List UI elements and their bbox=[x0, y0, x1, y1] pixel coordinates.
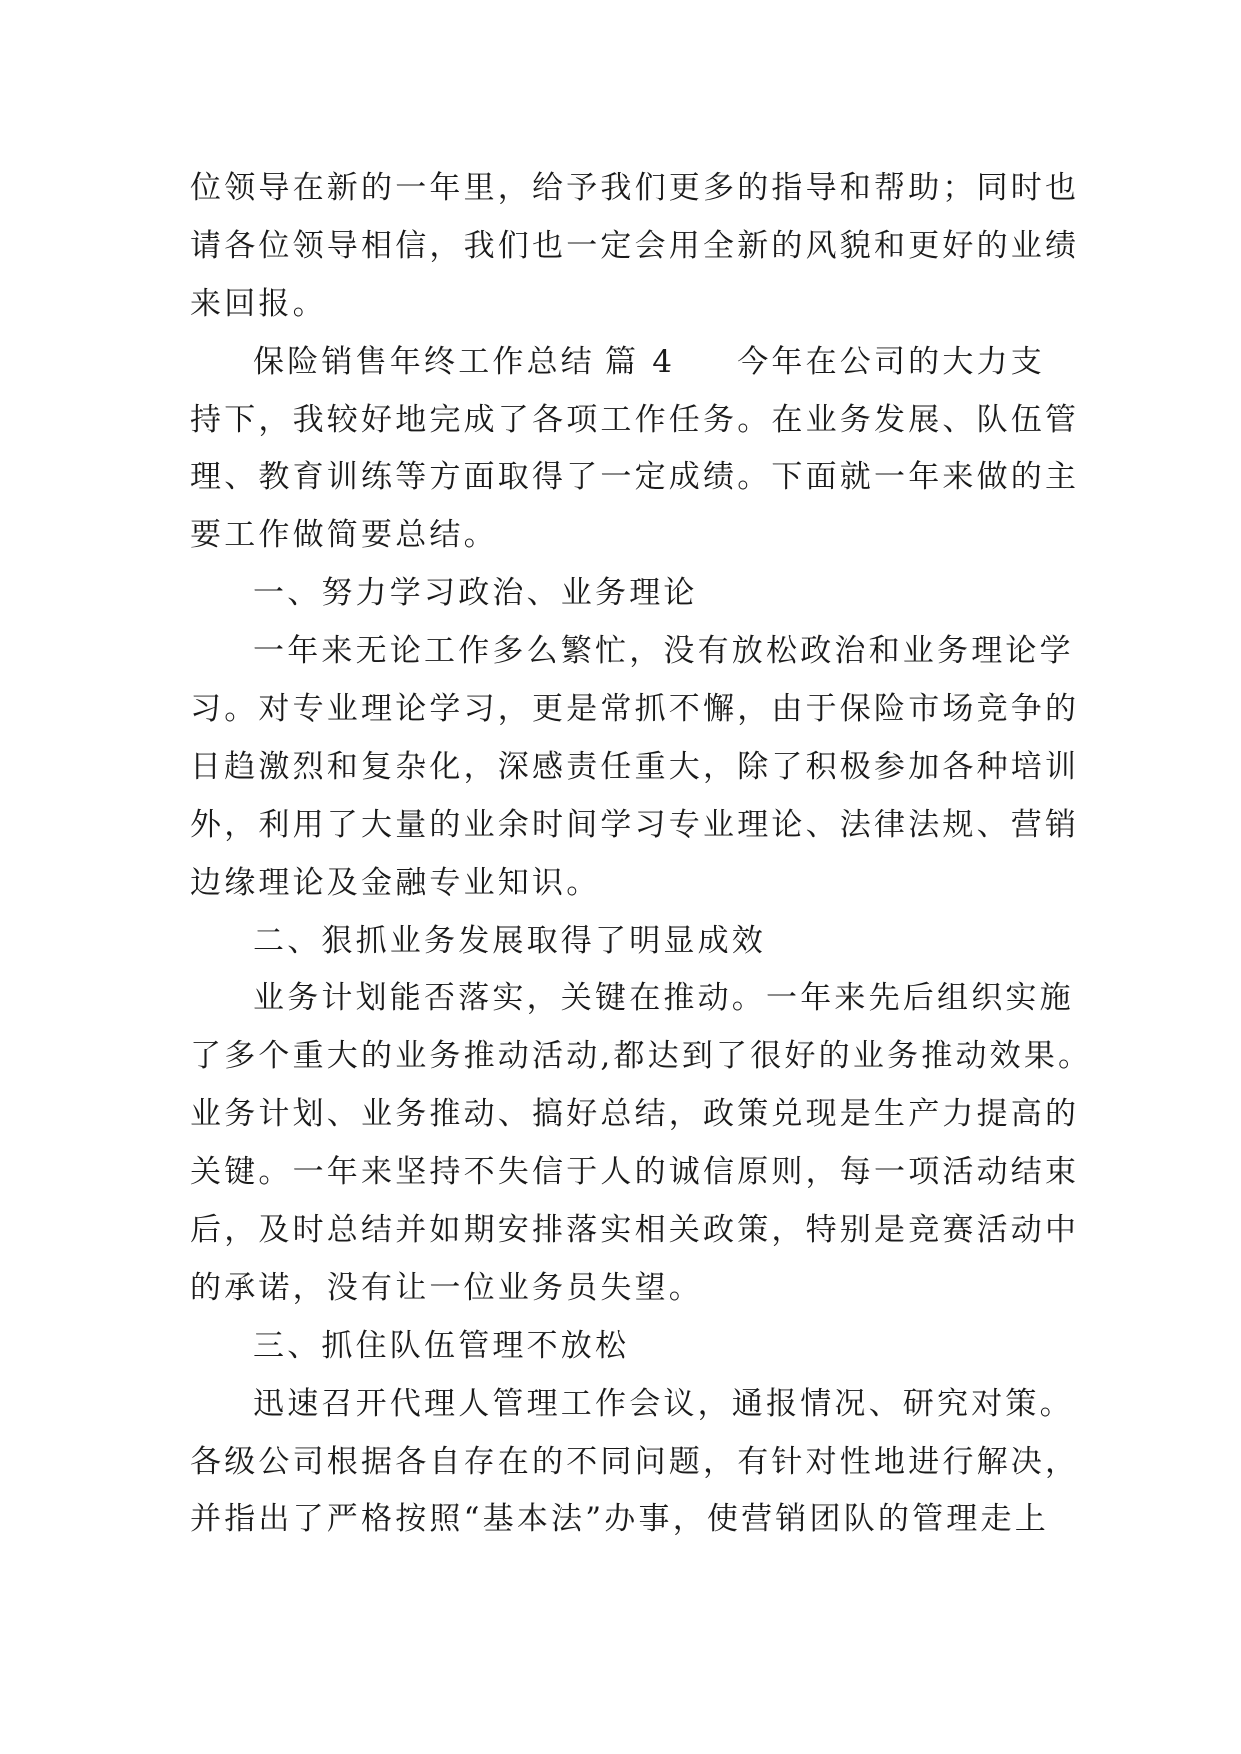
text-line: 各级公司根据各自存在的不同问题，有针对性地进行解决， bbox=[190, 1443, 1080, 1480]
text-line: 请各位领导相信，我们也一定会用全新的风貌和更好的业绩 bbox=[190, 227, 1080, 264]
text-line: 持下，我较好地完成了各项工作任务。在业务发展、队伍管 bbox=[190, 401, 1080, 438]
text-line: 来回报。 bbox=[190, 285, 327, 322]
text-line: 并指出了严格按照“基本法”办事，使营销团队的管理走上 bbox=[190, 1501, 1049, 1538]
text-line: 外，利用了大量的业余时间学习专业理论、法律法规、营销 bbox=[190, 806, 1080, 843]
text-line: 关键。一年来坚持不失信于人的诚信原则，每一项活动结束 bbox=[190, 1154, 1080, 1191]
text-line: 位领导在新的一年里，给予我们更多的指导和帮助；同时也 bbox=[190, 170, 1080, 206]
text-line: 今年在公司的大力支 bbox=[737, 343, 1045, 380]
text-line: 的承诺，没有让一位业务员失望。 bbox=[190, 1269, 703, 1306]
section-title-line bbox=[190, 334, 1062, 392]
text-line: 后，及时总结并如期安排落实相关政策，特别是竞赛活动中 bbox=[190, 1212, 1080, 1249]
text-line: 迅速召开代理人管理工作会议，通报情况、研究对策。 bbox=[253, 1385, 1074, 1422]
text-line: 一年来无论工作多么繁忙，没有放松政治和业务理论学 bbox=[253, 633, 1074, 670]
section-heading: 三、抓住队伍管理不放松 bbox=[253, 1327, 630, 1364]
text-line: 理、教育训练等方面取得了一定成绩。下面就一年来做的主 bbox=[190, 459, 1080, 496]
document-body bbox=[190, 160, 1093, 1549]
text-line: 业务计划、业务推动、搞好总结，政策兑现是生产力提高的 bbox=[190, 1096, 1080, 1133]
text-line: 边缘理论及金融专业知识。 bbox=[190, 864, 601, 901]
section-number: 篇 4 bbox=[605, 343, 676, 380]
section-title: 保险销售年终工作总结 bbox=[253, 343, 595, 380]
text-line: 日趋激烈和复杂化，深感责任重大，除了积极参加各种培训 bbox=[190, 748, 1080, 785]
section-heading: 一、努力学习政治、业务理论 bbox=[253, 575, 698, 612]
text-line: 业务计划能否落实，关键在推动。一年来先后组织实施 bbox=[253, 980, 1074, 1017]
text-line: 要工作做简要总结。 bbox=[190, 517, 498, 554]
text-line: 习。对专业理论学习，更是常抓不懈，由于保险市场竞争的 bbox=[190, 691, 1080, 728]
section-heading: 二、狠抓业务发展取得了明显成效 bbox=[253, 922, 766, 959]
text-line: 了多个重大的业务推动活动,都达到了很好的业务推动效果。 bbox=[190, 1038, 1093, 1075]
